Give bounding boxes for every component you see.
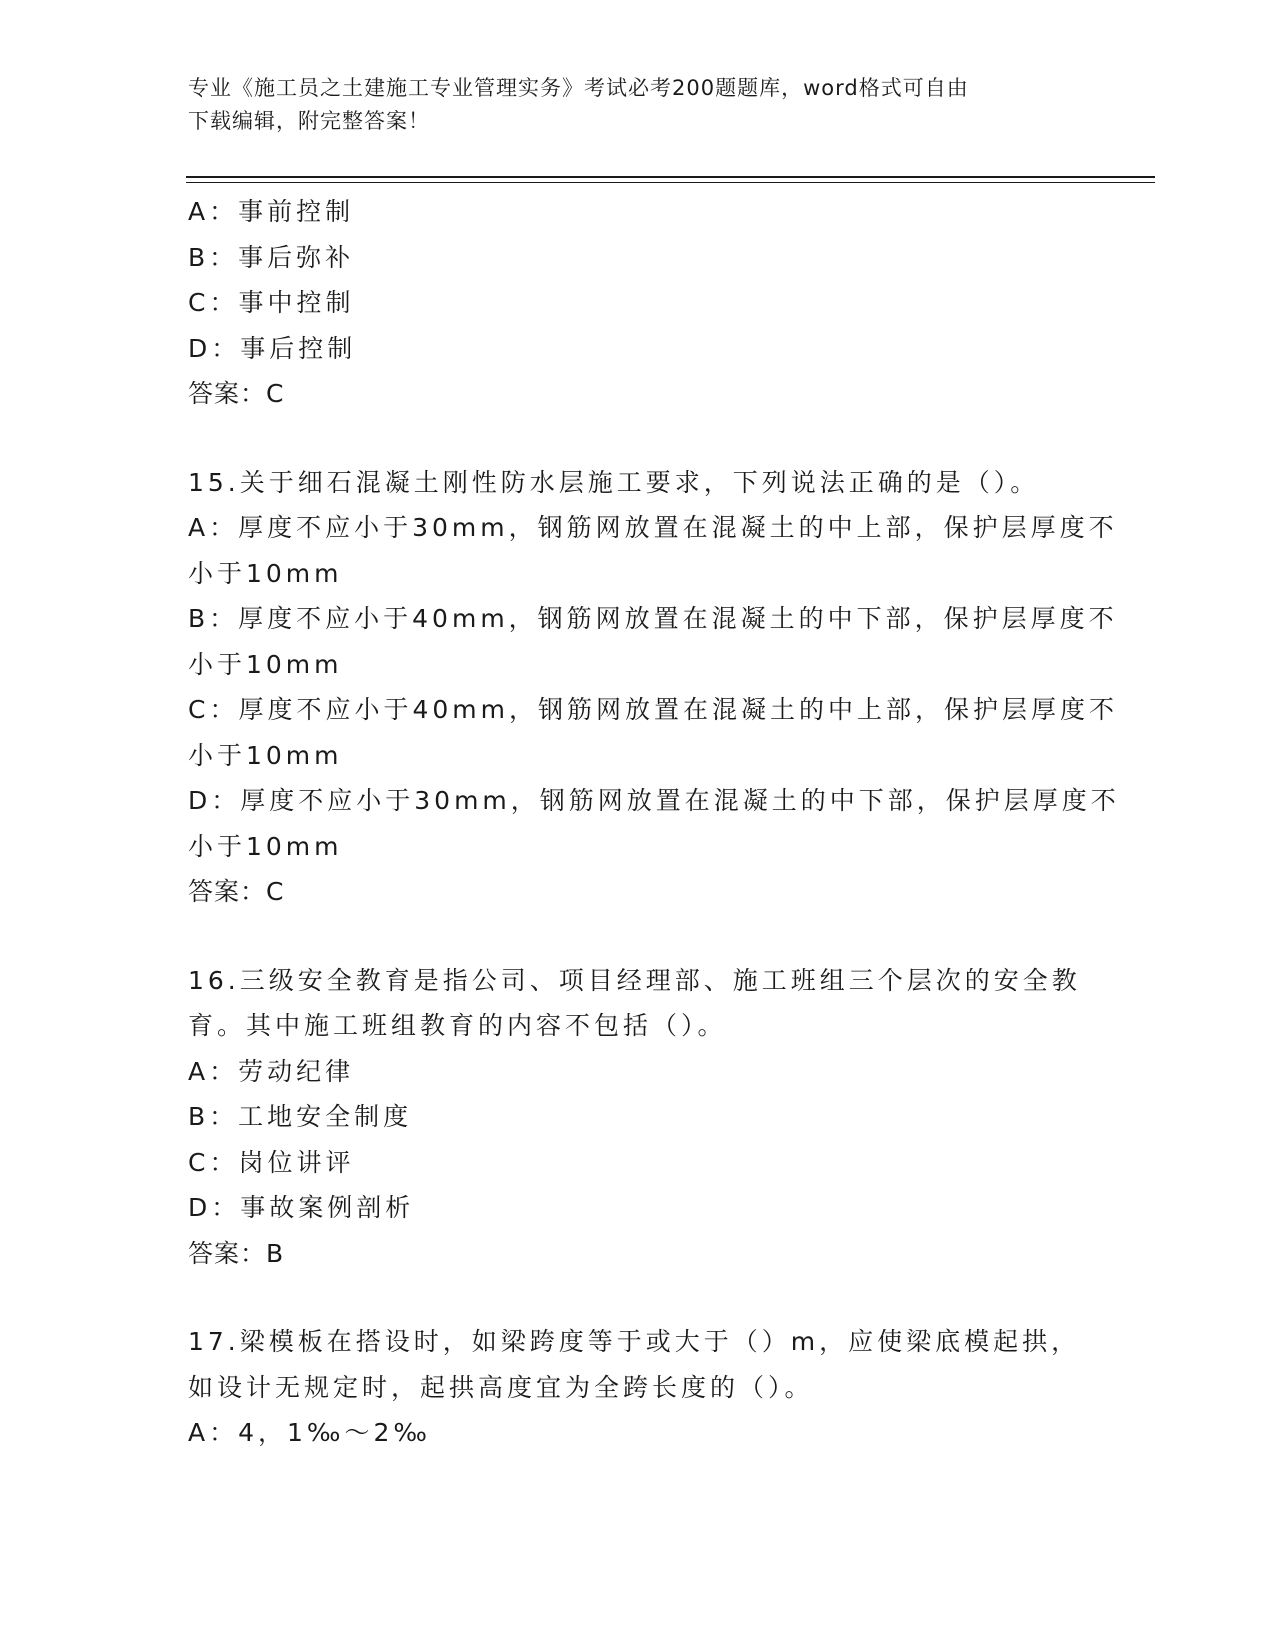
question-stem-cont: 如设计无规定时，起拱高度宜为全跨长度的（）。 xyxy=(188,1372,814,1402)
question-16 xyxy=(188,958,1081,1277)
question-17 xyxy=(188,1319,1081,1456)
question-list xyxy=(188,189,1120,1456)
option-c: C：事中控制 xyxy=(188,288,355,317)
question-stem: 15.关于细石混凝土刚性防水层施工要求，下列说法正确的是（）。 xyxy=(188,467,1040,497)
option-a: A：劳动纪律 xyxy=(188,1056,355,1086)
option-b: B：事后弥补 xyxy=(188,242,355,272)
document-header xyxy=(188,72,1068,138)
answer: 答案：B xyxy=(188,1238,285,1268)
header-line-1: 专业《施工员之土建施工专业管理实务》考试必考200题题库，word格式可自由 xyxy=(188,76,969,100)
header-divider-thin xyxy=(186,182,1155,183)
answer: 答案：C xyxy=(188,877,285,906)
option-c-cont: 小于10mm xyxy=(188,740,343,770)
question-stem-cont: 育。其中施工班组教育的内容不包括（）。 xyxy=(188,1011,727,1040)
option-d: D：事故案例剖析 xyxy=(188,1193,415,1222)
option-c: C：岗位讲评 xyxy=(188,1147,355,1177)
spacer xyxy=(188,417,1078,460)
question-14 xyxy=(188,189,1078,417)
option-d: D：事后控制 xyxy=(188,333,357,363)
header-line-2: 下载编辑，附完整答案！ xyxy=(188,109,430,133)
option-a: A：4，1‰～2‰ xyxy=(188,1418,431,1447)
spacer xyxy=(188,1276,1078,1319)
question-stem: 17.梁模板在搭设时，如梁跨度等于或大于（）m，应使梁底模起拱， xyxy=(188,1327,1081,1356)
header-divider-thick xyxy=(186,176,1155,178)
question-stem: 16.三级安全教育是指公司、项目经理部、施工班组三个层次的安全教 xyxy=(188,965,1081,995)
option-a: A：事前控制 xyxy=(188,197,355,226)
option-a: A：厚度不应小于30mm，钢筋网放置在混凝土的中上部，保护层厚度不 xyxy=(188,513,1118,542)
answer: 答案：C xyxy=(188,379,285,408)
question-15 xyxy=(188,460,1120,915)
option-b: B：厚度不应小于40mm，钢筋网放置在混凝土的中下部，保护层厚度不 xyxy=(188,604,1118,633)
option-b: B：工地安全制度 xyxy=(188,1102,413,1131)
option-c: C：厚度不应小于40mm，钢筋网放置在混凝土的中上部，保护层厚度不 xyxy=(188,695,1118,724)
option-a-cont: 小于10mm xyxy=(188,558,343,588)
spacer xyxy=(188,915,1078,958)
option-b-cont: 小于10mm xyxy=(188,649,343,679)
option-d-cont: 小于10mm xyxy=(188,831,343,861)
option-d: D：厚度不应小于30mm，钢筋网放置在混凝土的中下部，保护层厚度不 xyxy=(188,786,1120,815)
